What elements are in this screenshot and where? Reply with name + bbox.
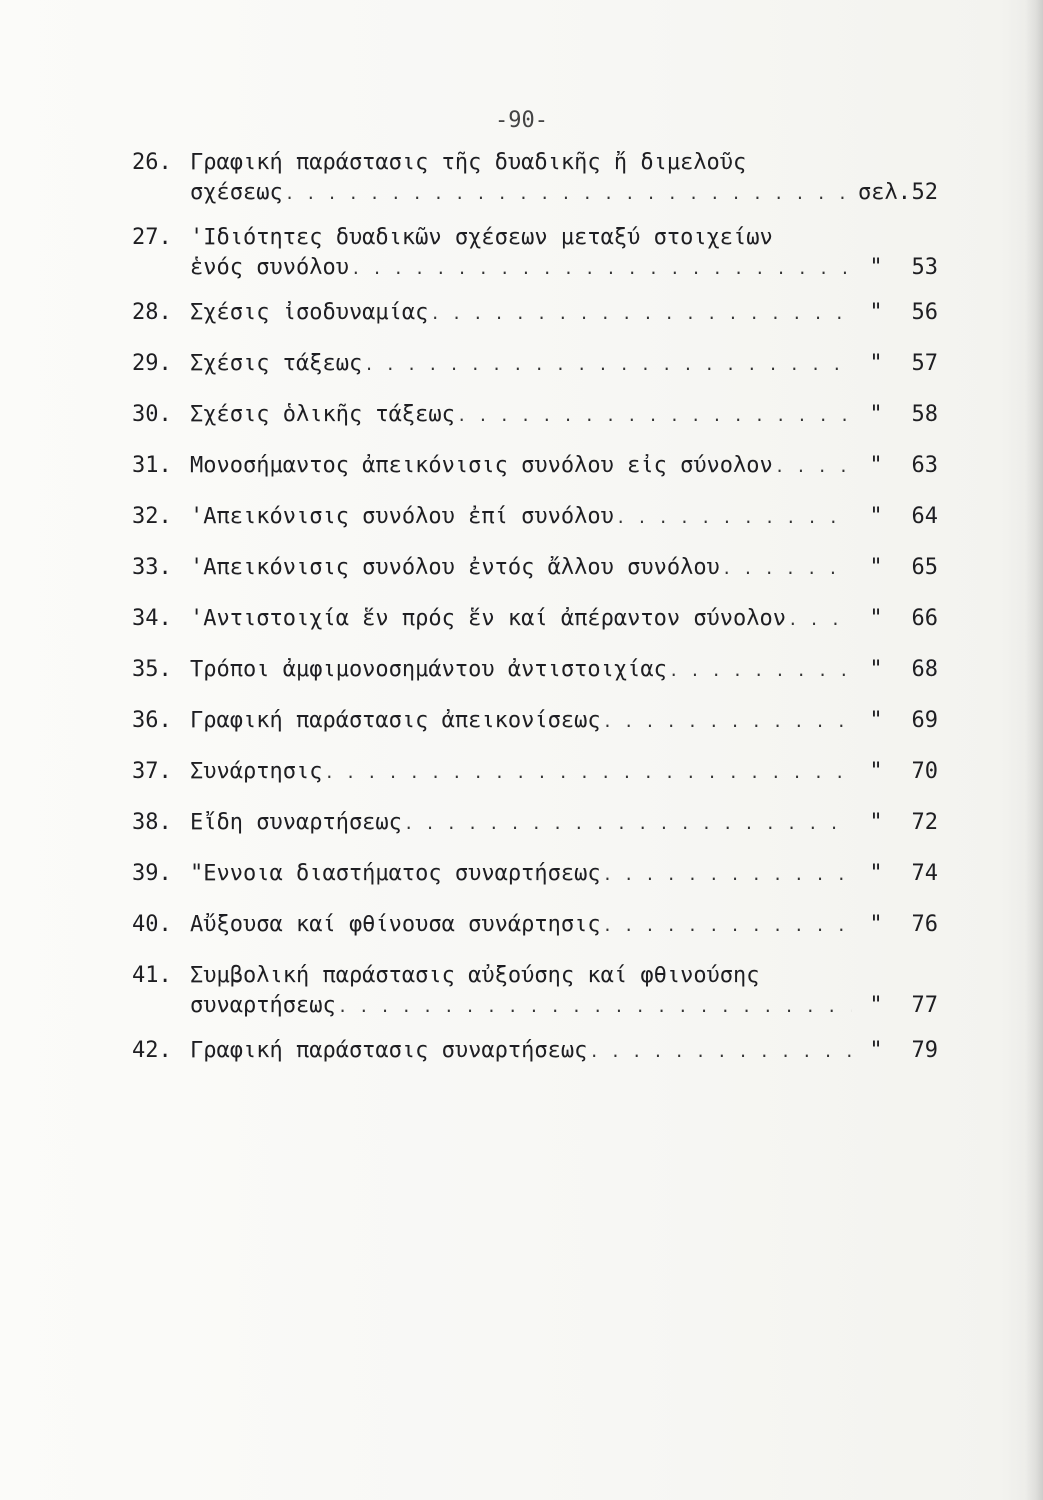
toc-entry-page: 72: [911, 810, 938, 835]
toc-entry-title: Γραφική παράστασις τῆς δυαδικῆς ἤ διμελοῦς: [190, 150, 747, 175]
toc-entry-number: 28.: [132, 300, 172, 325]
toc-entry-title: 'Αντιστοιχία ἕν πρός ἕν καί ἀπέραντον σύνολον: [190, 606, 787, 631]
dot-leader: [669, 656, 852, 686]
toc-entry: [132, 808, 938, 839]
toc-entry-number: 33.: [132, 555, 172, 580]
toc-entry: [132, 1036, 938, 1067]
toc-entry: [132, 451, 938, 482]
page-ref-label: ": [869, 861, 883, 886]
toc-entry-title: Αὔξουσα καί φθίνουσα συνάρτησις: [190, 912, 601, 937]
dot-leader: [285, 179, 852, 209]
toc-entry-page: 64: [911, 504, 938, 529]
toc-entry-line: [132, 349, 938, 380]
toc-entry-number: 37.: [132, 759, 172, 784]
toc-entry-page: 74: [911, 861, 938, 886]
toc-entry-title: 'Απεικόνισις συνόλου ἐντός ἄλλου συνόλου: [190, 555, 720, 580]
dot-leader: [788, 605, 852, 635]
toc-entry-title: 'Απεικόνισις συνόλου ἐπί συνόλου: [190, 504, 614, 529]
toc-entry-line: [132, 502, 938, 533]
toc-entry-number: 27.: [132, 225, 172, 250]
toc-entry: [132, 502, 938, 533]
toc-entry-line: [132, 253, 938, 284]
page-edge-shadow: [1025, 0, 1043, 1500]
toc-entry: [132, 655, 938, 686]
toc-entry-line: [132, 178, 938, 209]
toc-entry-title: Γραφική παράστασις συναρτήσεως: [190, 1038, 588, 1063]
toc-entry: [132, 757, 938, 788]
toc-entry-number: 30.: [132, 402, 172, 427]
toc-entry: [132, 604, 938, 635]
toc-entry-line: [132, 808, 938, 839]
toc-entry-number: 38.: [132, 810, 172, 835]
page-ref-label: ": [869, 402, 883, 427]
dot-leader: [364, 350, 852, 380]
toc-entry-number: 36.: [132, 708, 172, 733]
page-ref-label: ": [869, 759, 883, 784]
toc-entry-number: 40.: [132, 912, 172, 937]
toc-entry: [132, 400, 938, 431]
toc-entry-page: 58: [911, 402, 938, 427]
toc-entry-page: 76: [911, 912, 938, 937]
dot-leader: [775, 452, 852, 482]
toc-entry-number: 31.: [132, 453, 172, 478]
toc-entry-line: [132, 991, 938, 1022]
dot-leader: [603, 911, 852, 941]
toc-entry-title: Συμβολική παράστασις αὐξούσης καί φθινούσης: [190, 963, 760, 988]
toc-entry-title: Σχέσις τάξεως: [190, 351, 363, 376]
toc-entry-line: [132, 1036, 938, 1067]
toc-entry-page: 77: [911, 993, 938, 1018]
page-ref-label: ": [869, 606, 883, 631]
toc-entry-title: Σχέσις ὁλικῆς τάξεως: [190, 402, 455, 427]
toc-entry: [132, 148, 938, 209]
page-ref-label: ": [869, 993, 883, 1018]
toc-entry-number: 32.: [132, 504, 172, 529]
dot-leader: [404, 809, 852, 839]
toc-entry-line: [132, 451, 938, 482]
toc-entry: [132, 961, 938, 1022]
page-ref-label: ": [869, 657, 883, 682]
page-ref-label: ": [869, 912, 883, 937]
toc-entry-number: 39.: [132, 861, 172, 886]
toc-entry-number: 29.: [132, 351, 172, 376]
toc-entry-title: Τρόποι ἀμφιμονοσημάντου ἀντιστοιχίας: [190, 657, 667, 682]
dot-leader: [722, 554, 852, 584]
toc-entry-line: [132, 706, 938, 737]
page-ref-label: ": [869, 555, 883, 580]
page-ref-label: ": [869, 504, 883, 529]
dot-leader: [589, 1037, 852, 1067]
toc-entry-page: 70: [911, 759, 938, 784]
page-ref-label: ": [869, 351, 883, 376]
toc-entry-page: 68: [911, 657, 938, 682]
toc-entry-line: [132, 910, 938, 941]
page-ref-label: ": [869, 810, 883, 835]
toc-entry-page: 52: [911, 180, 938, 205]
page-ref-label: ": [869, 300, 883, 325]
page-ref-label: ": [869, 255, 883, 280]
dot-leader: [603, 860, 852, 890]
dot-leader: [430, 299, 852, 329]
toc-entry: [132, 706, 938, 737]
toc-entry-title: συναρτήσεως: [190, 993, 336, 1018]
toc-entry-number: 41.: [132, 963, 172, 988]
page-ref-label: ": [869, 453, 883, 478]
toc-entry-page: 63: [911, 453, 938, 478]
dot-leader: [457, 401, 852, 431]
toc-entry: [132, 349, 938, 380]
toc-entry-title: "Εννοια διαστήματος συναρτήσεως: [190, 861, 601, 886]
toc-entry-title: Μονοσήμαντος ἀπεικόνισις συνόλου εἰς σύνολον: [190, 453, 773, 478]
toc-entry-line: [132, 655, 938, 686]
page-ref-label: ": [869, 1038, 883, 1063]
toc-entry-title: ἑνός συνόλου: [190, 255, 349, 280]
toc-entry-title: σχέσεως: [190, 180, 283, 205]
toc-entry-page: 66: [911, 606, 938, 631]
dot-leader: [338, 992, 852, 1022]
toc-entry-title: Συνάρτησις: [190, 759, 323, 784]
toc-entry-line: [132, 400, 938, 431]
page-number: -90-: [495, 108, 548, 133]
toc-entry-number: 34.: [132, 606, 172, 631]
dot-leader: [324, 758, 852, 788]
dot-leader: [351, 254, 852, 284]
toc-entry-page: 53: [911, 255, 938, 280]
toc-entry-page: 56: [911, 300, 938, 325]
table-of-contents: [132, 148, 938, 1087]
toc-entry-title: 'Ιδιότητες δυαδικῶν σχέσεων μεταξύ στοιχείων: [190, 225, 773, 250]
toc-entry-line: [132, 757, 938, 788]
toc-entry-line: [132, 604, 938, 635]
dot-leader: [616, 503, 852, 533]
toc-entry-line: [132, 148, 938, 178]
toc-entry-line: [132, 223, 938, 253]
toc-entry: [132, 859, 938, 890]
toc-entry-page: 79: [911, 1038, 938, 1063]
toc-entry: [132, 223, 938, 284]
toc-entry: [132, 910, 938, 941]
toc-entry-line: [132, 298, 938, 329]
toc-entry-title: Σχέσις ἰσοδυναμίας: [190, 300, 429, 325]
dot-leader: [603, 707, 852, 737]
toc-entry-line: [132, 859, 938, 890]
toc-entry-page: 69: [911, 708, 938, 733]
toc-entry-line: [132, 961, 938, 991]
toc-entry-number: 26.: [132, 150, 172, 175]
toc-entry-page: 65: [911, 555, 938, 580]
toc-entry-line: [132, 553, 938, 584]
page-ref-label: ": [869, 708, 883, 733]
page-ref-label: σελ.: [858, 180, 911, 205]
toc-entry-number: 35.: [132, 657, 172, 682]
toc-entry-title: Γραφική παράστασις ἀπεικονίσεως: [190, 708, 601, 733]
toc-entry-page: 57: [911, 351, 938, 376]
toc-entry-title: Εἴδη συναρτήσεως: [190, 810, 402, 835]
toc-entry: [132, 553, 938, 584]
toc-entry: [132, 298, 938, 329]
toc-entry-number: 42.: [132, 1038, 172, 1063]
